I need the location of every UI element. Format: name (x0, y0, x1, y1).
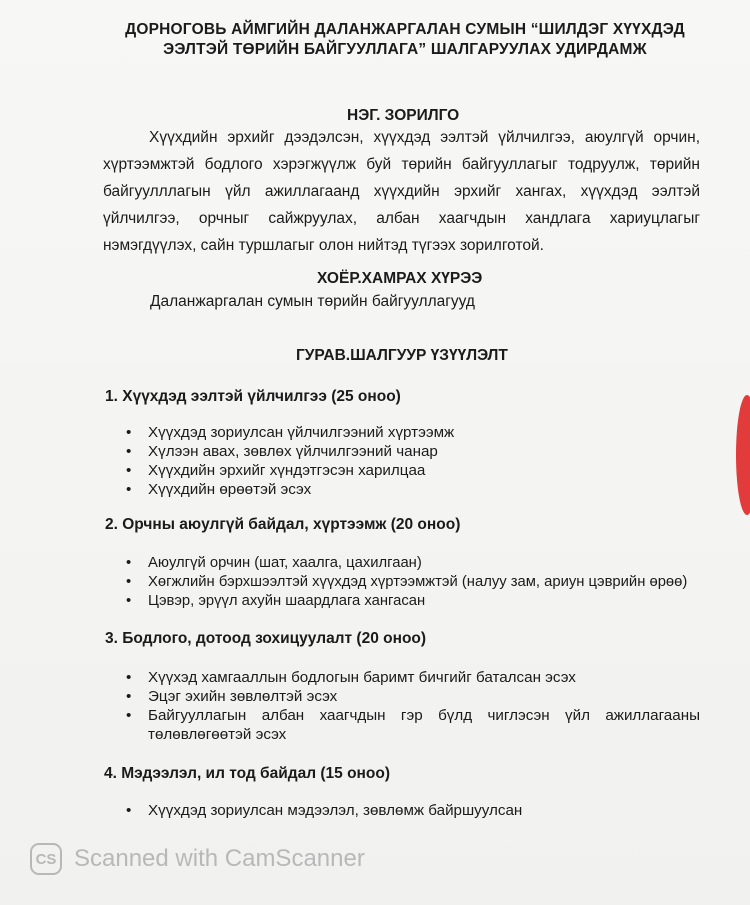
criterion-4-title: 4. Мэдээлэл, ил тод байдал (15 оноо) (104, 765, 391, 782)
list-item: • Хүүхдэд зориулсан үйлчилгээний хүртээмж (126, 423, 686, 442)
document-title (60, 20, 750, 60)
list-item: • Байгууллагын албан хаагчдын гэр бүлд чиглэсэн үйл ажиллагааны төлөвлөгөөтэй эсэх (126, 706, 700, 744)
list-item: • Хүүхдэд зориулсан мэдээлэл, зөвлөмж байршуулсан (126, 801, 686, 820)
section-1-heading: НЭГ. ЗОРИЛГО (347, 107, 460, 124)
criterion-1-list (126, 423, 686, 499)
list-item: • Цэвэр, эрүүл ахуйн шаардлага хангасан (126, 592, 711, 611)
camscanner-logo-icon: CS (30, 843, 62, 875)
section-2-body: Даланжаргалан сумын төрийн байгууллагууд (150, 293, 475, 310)
red-edge-mark (736, 395, 750, 515)
criterion-1-title: 1. Хүүхдэд ээлтэй үйлчилгээ (25 оноо) (105, 388, 401, 405)
list-item: • Хүүхдийн эрхийг хүндэтгэсэн харилцаа (126, 461, 686, 480)
list-item: • Хүлээн авах, зөвлөх үйлчилгээний чанар (126, 442, 686, 461)
criterion-3-list (126, 668, 700, 744)
criterion-2-list (126, 554, 711, 611)
list-item: • Хүүхэд хамгааллын бодлогын баримт бичгийг баталсан эсэх (126, 668, 700, 687)
list-item: • Аюулгүй орчин (шат, хаалга, цахилгаан) (126, 554, 711, 573)
section-3-heading: ГУРАВ.ШАЛГУУР ҮЗҮҮЛЭЛТ (296, 347, 508, 364)
list-item: • Эцэг эхийн зөвлөлтэй эсэх (126, 687, 700, 706)
title-line-1: ДОРНОГОВЬ АЙМГИЙН ДАЛАНЖАРГАЛАН СУМЫН “ШИЛДЭГ ХҮҮХДЭД (125, 21, 685, 38)
section-1-body: Хүүхдийн эрхийг дээдэлсэн, хүүхдэд ээлтэй үйлчилгээ, аюулгүй орчин, хүртээмжтэй бодлого хэрэгжүүлж буй төрийн байгууллагыг тодруулж, төрийн байгуулллагын үйл ажиллагаанд хүүхдийн эрхийг хангах, хүүхдэд ээлтэй үйлчилгээ, орчныг сайжруулах, албан хаагчдын хандлага хариуцлагыг нэмэгдүүлэх, сайн туршлагыг олон нийтэд түгээх зорилготой. (103, 129, 700, 254)
title-line-2: ЭЭЛТЭЙ ТӨРИЙН БАЙГУУЛЛАГА” ШАЛГАРУУЛАХ УДИРДАМЖ (163, 41, 647, 58)
criterion-4-list (126, 801, 686, 820)
criterion-3-title: 3. Бодлого, дотоод зохицуулалт (20 оноо) (105, 630, 427, 647)
criterion-2-title: 2. Орчны аюулгүй байдал, хүртээмж (20 оноо) (105, 516, 461, 533)
camscanner-watermark (30, 843, 365, 875)
list-item: • Хөгжлийн бэрхшээлтэй хүүхдэд хүртээмжтэй (налуу зам, ариун цэврийн өрөө) (126, 573, 711, 592)
watermark-text: Scanned with CamScanner (74, 845, 365, 872)
list-item: • Хүүхдийн өрөөтэй эсэх (126, 480, 686, 499)
section-2-heading: ХОЁР.ХАМРАХ ХҮРЭЭ (317, 270, 483, 287)
